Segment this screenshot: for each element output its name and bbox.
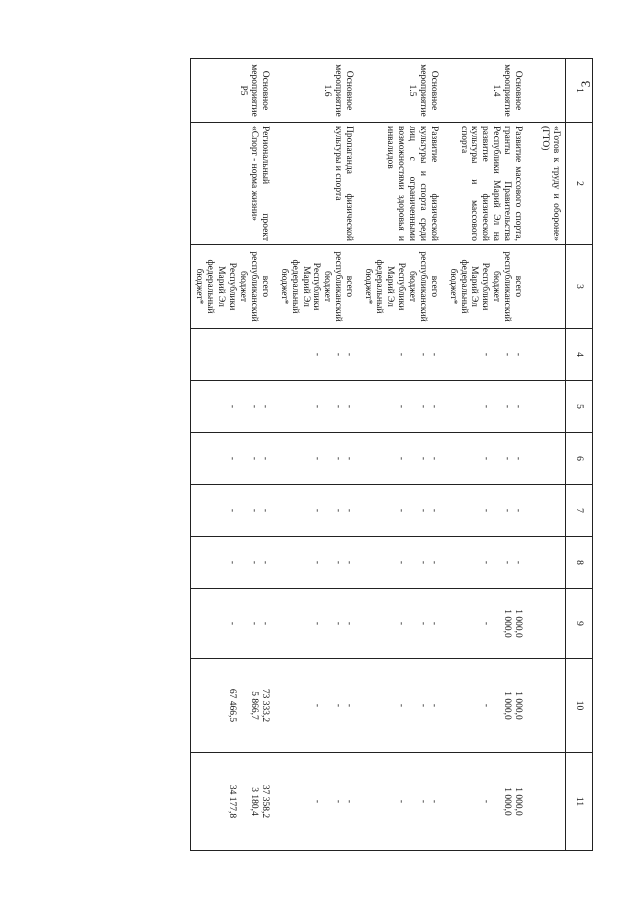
- value-line: [491, 662, 502, 749]
- value-line: [385, 332, 396, 377]
- value-line: 1 000,0: [513, 691, 524, 720]
- value-line: [237, 384, 248, 429]
- funding-source-line: федеральный бюджет*: [447, 259, 469, 314]
- measure-description: Развитие массового спорта, гранты Правительства Республики Марий Эл на развитие физической культуры и массового спорта: [445, 123, 529, 245]
- value-line: -: [502, 508, 513, 513]
- measure-name: Основное мероприятие P5: [191, 59, 276, 123]
- value-line: [322, 540, 333, 585]
- funding-source-line: республиканский бюджет Республики Марий Эл: [300, 251, 344, 322]
- value-cell: [445, 381, 529, 433]
- value-line: -: [428, 703, 439, 708]
- value-line: [406, 384, 417, 429]
- value-line: [216, 436, 227, 481]
- value-line: [237, 540, 248, 585]
- value-cell: [276, 381, 360, 433]
- value-line: -: [417, 703, 428, 708]
- value-line: -: [227, 621, 238, 626]
- value-line: [322, 592, 333, 655]
- col-header: 11: [566, 753, 593, 851]
- value-line: -: [259, 621, 270, 626]
- value-line: [469, 592, 480, 655]
- value-line: -: [480, 508, 491, 513]
- funding-source: [191, 245, 276, 329]
- value-line: -: [311, 799, 322, 804]
- value-line: -: [259, 404, 270, 409]
- value-line: [385, 662, 396, 749]
- col-header: 2: [566, 123, 593, 245]
- value-line: [469, 488, 480, 533]
- value-line: [216, 592, 227, 655]
- value-line: [237, 756, 248, 847]
- value-cell: [445, 433, 529, 485]
- value-line: 67 466,5: [227, 688, 238, 723]
- value-cell: [191, 537, 276, 589]
- value-line: [406, 332, 417, 377]
- value-line: [385, 592, 396, 655]
- value-cell: [276, 485, 360, 537]
- value-line: -: [333, 404, 344, 409]
- col-header: 4: [566, 329, 593, 381]
- value-line: [469, 756, 480, 847]
- value-line: [469, 332, 480, 377]
- value-line: -: [480, 560, 491, 565]
- value-line: -: [417, 352, 428, 357]
- value-line: -: [480, 456, 491, 461]
- funding-source: [445, 245, 529, 329]
- value-line: -: [248, 621, 259, 626]
- value-line: -: [344, 560, 355, 565]
- value-cell: [360, 485, 444, 537]
- value-cell: [276, 589, 360, 659]
- value-line: -: [311, 703, 322, 708]
- funding-source: [276, 245, 360, 329]
- col-header: 6: [566, 433, 593, 485]
- value-line: [322, 662, 333, 749]
- value-line: -: [502, 404, 513, 409]
- value-line: -: [417, 621, 428, 626]
- value-line: -: [480, 799, 491, 804]
- value-line: [228, 332, 239, 377]
- value-line: [259, 332, 270, 377]
- table-row: [276, 59, 360, 851]
- value-line: -: [259, 456, 270, 461]
- value-line: -: [513, 352, 524, 357]
- value-line: -: [344, 508, 355, 513]
- col-header: 1: [566, 59, 593, 123]
- value-line: -: [248, 456, 259, 461]
- funding-source-line: всего: [428, 275, 439, 298]
- value-line: -: [344, 799, 355, 804]
- value-line: -: [344, 621, 355, 626]
- value-cell: [276, 433, 360, 485]
- value-line: [469, 540, 480, 585]
- value-line: -: [417, 404, 428, 409]
- value-line: -: [428, 560, 439, 565]
- funding-source-line: всего: [513, 275, 524, 298]
- value-line: -: [396, 560, 407, 565]
- funding-source-line: республиканский бюджет Республики Марий Эл: [469, 251, 513, 322]
- value-line: -: [396, 508, 407, 513]
- value-line: [406, 488, 417, 533]
- value-line: [216, 488, 227, 533]
- value-line: -: [502, 560, 513, 565]
- value-line: [237, 488, 248, 533]
- value-line: -: [396, 621, 407, 626]
- value-cell: [360, 537, 444, 589]
- value-line: -: [311, 352, 322, 357]
- value-line: -: [428, 621, 439, 626]
- measure-name: Основное мероприятие 1.5: [360, 59, 444, 123]
- value-line: -: [428, 799, 439, 804]
- funding-source-line: федеральный бюджет*: [363, 259, 385, 314]
- value-line: -: [428, 352, 439, 357]
- value-line: [491, 540, 502, 585]
- col-header: 9: [566, 589, 593, 659]
- value-cell: [360, 753, 444, 851]
- measure-description: Региональный проект «Спорт - норма жизни»: [191, 123, 276, 245]
- value-line: -: [513, 456, 524, 461]
- value-line: -: [248, 560, 259, 565]
- value-line: 1 000,0: [513, 787, 524, 816]
- col-header: 10: [566, 659, 593, 753]
- value-line: -: [248, 508, 259, 513]
- rotated-table-page: [113, 58, 593, 850]
- value-line: [406, 436, 417, 481]
- value-line: [385, 540, 396, 585]
- value-cell: [276, 753, 360, 851]
- value-line: -: [417, 456, 428, 461]
- measure-name: Основное мероприятие 1.4: [445, 59, 529, 123]
- value-cell: [191, 753, 276, 851]
- col-header: 5: [566, 381, 593, 433]
- value-cell: [276, 537, 360, 589]
- value-line: [322, 756, 333, 847]
- value-line: [406, 756, 417, 847]
- value-line: [491, 384, 502, 429]
- value-cell: [191, 433, 276, 485]
- value-line: [406, 662, 417, 749]
- value-line: [322, 332, 333, 377]
- budget-table: [190, 58, 593, 851]
- value-line: [385, 756, 396, 847]
- value-line: [491, 756, 502, 847]
- value-line: -: [396, 404, 407, 409]
- value-cell: [360, 329, 444, 381]
- value-line: [385, 384, 396, 429]
- table-row: [191, 59, 276, 851]
- funding-source-line: республиканский бюджет Республики Марий Эл: [385, 251, 428, 322]
- col-header: 8: [566, 537, 593, 589]
- value-cell: [191, 329, 276, 381]
- value-line: [300, 662, 311, 749]
- value-line: -: [396, 456, 407, 461]
- value-line: [385, 436, 396, 481]
- value-line: 5 866,7: [248, 691, 259, 720]
- value-line: -: [344, 352, 355, 357]
- value-line: -: [513, 404, 524, 409]
- value-line: [300, 756, 311, 847]
- value-line: 34 177,8: [227, 784, 238, 819]
- value-line: [406, 592, 417, 655]
- column-number-row: [566, 59, 593, 851]
- value-line: [469, 436, 480, 481]
- value-cell: [445, 589, 529, 659]
- page-number: 3: [578, 80, 593, 88]
- value-line: 73 333,2: [259, 688, 270, 723]
- funding-source: [360, 245, 444, 329]
- value-line: -: [428, 456, 439, 461]
- value-line: [300, 592, 311, 655]
- value-line: -: [502, 456, 513, 461]
- col-header: 3: [566, 245, 593, 329]
- value-line: -: [333, 456, 344, 461]
- value-line: [237, 662, 248, 749]
- value-line: -: [344, 456, 355, 461]
- value-line: -: [396, 703, 407, 708]
- value-line: -: [259, 508, 270, 513]
- value-line: -: [227, 404, 238, 409]
- value-line: 1 000,0: [513, 609, 524, 638]
- value-line: -: [417, 799, 428, 804]
- value-line: [237, 592, 248, 655]
- value-line: [385, 488, 396, 533]
- value-line: -: [513, 508, 524, 513]
- value-line: [322, 384, 333, 429]
- value-line: -: [513, 560, 524, 565]
- value-cell: [276, 329, 360, 381]
- value-cell: [445, 329, 529, 381]
- value-cell: [445, 753, 529, 851]
- continuation-text: «Готов к труду и обороне» (ГТО): [529, 123, 565, 245]
- value-line: -: [480, 703, 491, 708]
- value-line: -: [333, 560, 344, 565]
- value-line: -: [480, 352, 491, 357]
- funding-source-line: республиканский бюджет Республики Марий Эл: [216, 251, 259, 322]
- col-header: 7: [566, 485, 593, 537]
- value-line: -: [227, 560, 238, 565]
- table-row: [445, 59, 529, 851]
- value-line: [216, 384, 227, 429]
- value-line: -: [259, 560, 270, 565]
- value-line: -: [428, 508, 439, 513]
- value-line: [238, 332, 249, 377]
- value-line: [406, 540, 417, 585]
- value-line: [300, 540, 311, 585]
- value-line: [491, 592, 502, 655]
- value-line: -: [227, 508, 238, 513]
- value-line: [249, 332, 260, 377]
- funding-source-line: федеральный бюджет*: [194, 259, 216, 314]
- value-line: -: [333, 799, 344, 804]
- value-line: -: [480, 404, 491, 409]
- value-line: -: [502, 352, 513, 357]
- value-cell: [191, 381, 276, 433]
- value-line: [491, 488, 502, 533]
- value-line: -: [333, 352, 344, 357]
- value-line: [300, 436, 311, 481]
- value-line: -: [333, 508, 344, 513]
- measure-name: Основное мероприятие 1.6: [276, 59, 360, 123]
- value-line: [237, 436, 248, 481]
- value-cell: [360, 589, 444, 659]
- funding-source-line: всего: [344, 275, 355, 298]
- table-row: [360, 59, 444, 851]
- measure-description: Развитие физической культуры и спорта среди лиц с ограниченными возможностями здоровья и инвалидов: [360, 123, 444, 245]
- value-line: [469, 384, 480, 429]
- value-line: [469, 662, 480, 749]
- value-line: [300, 488, 311, 533]
- value-line: -: [311, 621, 322, 626]
- value-line: [300, 384, 311, 429]
- value-cell: [360, 433, 444, 485]
- value-line: -: [311, 560, 322, 565]
- value-cell: [276, 659, 360, 753]
- value-line: [322, 436, 333, 481]
- value-line: -: [344, 703, 355, 708]
- value-line: -: [417, 508, 428, 513]
- value-cell: [191, 659, 276, 753]
- continuation-row: [529, 59, 565, 851]
- value-line: -: [248, 404, 259, 409]
- measure-description: Пропаганда физической культуры и спорта: [276, 123, 360, 245]
- value-line: [491, 436, 502, 481]
- value-line: -: [311, 456, 322, 461]
- value-line: 1 000,0: [502, 609, 513, 638]
- value-line: 1 000,0: [502, 691, 513, 720]
- value-cell: [360, 659, 444, 753]
- value-line: [216, 662, 227, 749]
- value-line: -: [333, 621, 344, 626]
- value-line: -: [333, 703, 344, 708]
- value-line: -: [396, 799, 407, 804]
- value-line: -: [311, 404, 322, 409]
- value-line: -: [227, 456, 238, 461]
- value-line: 3 180,4: [248, 787, 259, 816]
- value-line: -: [311, 508, 322, 513]
- value-line: -: [344, 404, 355, 409]
- value-line: [217, 332, 228, 377]
- value-cell: [445, 659, 529, 753]
- value-cell: [191, 485, 276, 537]
- value-line: [216, 756, 227, 847]
- value-cell: [191, 589, 276, 659]
- value-line: [300, 332, 311, 377]
- value-line: -: [480, 621, 491, 626]
- funding-source-line: федеральный бюджет*: [278, 259, 300, 314]
- value-line: -: [396, 352, 407, 357]
- value-line: [322, 488, 333, 533]
- value-cell: [445, 485, 529, 537]
- value-line: -: [417, 560, 428, 565]
- value-line: [216, 540, 227, 585]
- value-line: 1 000,0: [502, 787, 513, 816]
- funding-source-line: всего: [259, 275, 270, 298]
- value-line: -: [428, 404, 439, 409]
- value-cell: [445, 537, 529, 589]
- value-line: 37 358,2: [259, 784, 270, 819]
- value-line: [491, 332, 502, 377]
- value-cell: [360, 381, 444, 433]
